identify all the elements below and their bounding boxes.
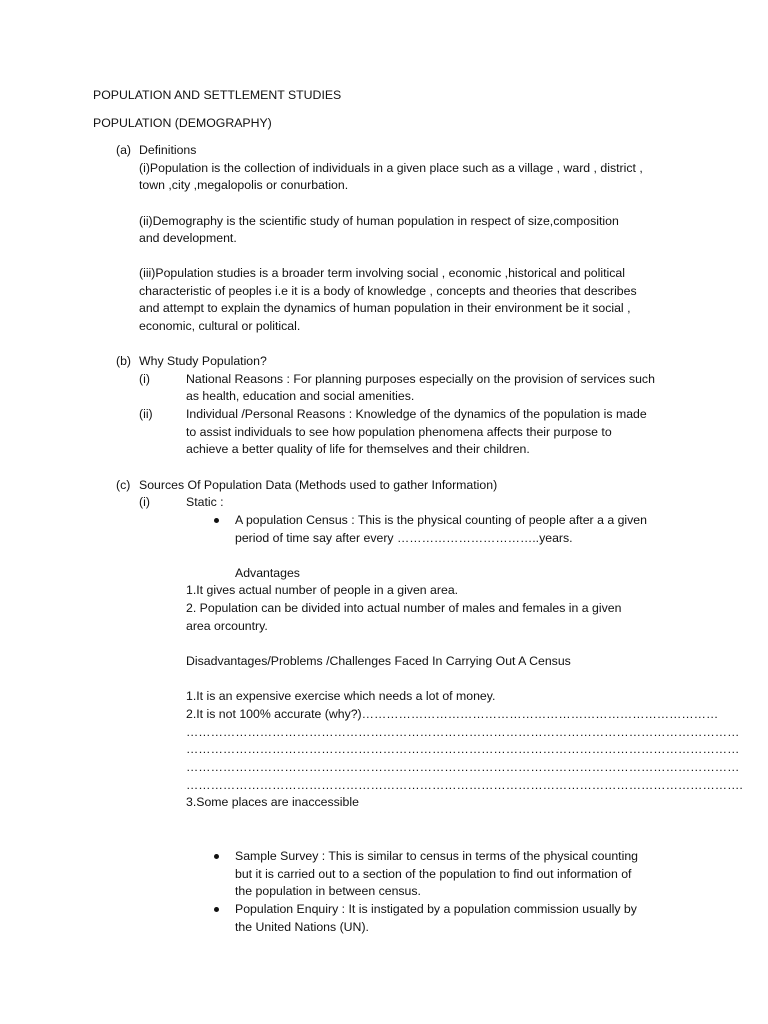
section-b-marker: (b) (116, 354, 132, 368)
reason-i-line-1: National Reasons : For planning purposes especially on the provision of services such (186, 372, 655, 386)
reason-ii-line-1: Individual /Personal Reasons : Knowledge of the dynamics of the population is made (186, 407, 647, 421)
census-bullet (214, 518, 219, 523)
section-title: POPULATION (DEMOGRAPHY) (93, 116, 272, 130)
enquiry-line-1: Population Enquiry : It is instigated by a population commission usually by (235, 902, 637, 916)
census-line-2: period of time say after every ……………………………..years. (235, 531, 573, 545)
enquiry-line-2: the United Nations (UN). (235, 920, 369, 934)
static-marker: (i) (139, 495, 150, 509)
advantages-heading: Advantages (235, 566, 300, 580)
enquiry-bullet (214, 907, 219, 912)
definition-iii-line-1: (iii)Population studies is a broader term involving social , economic ,historical and political (139, 266, 625, 280)
definition-ii-line-2: and development. (139, 231, 237, 245)
definition-i-line-1: (i)Population is the collection of individuals in a given place such as a village , ward , district , (139, 161, 643, 175)
section-a-marker: (a) (116, 143, 132, 157)
section-c-heading: Sources Of Population Data (Methods used to gather Information) (139, 478, 498, 492)
answer-dots-line-4: ………………………………………………………………………………………………………………………. (186, 778, 743, 792)
reason-i-marker: (i) (139, 372, 150, 386)
advantage-1: 1.It gives actual number of people in a given area. (186, 583, 459, 597)
definition-iii-line-3: and attempt to explain the dynamics of human population in their environment be it social , (139, 301, 631, 315)
definition-iii-line-2: characteristic of peoples i.e it is a body of knowledge , concepts and theories that describes (139, 284, 637, 298)
static-label: Static : (186, 495, 224, 509)
section-b-heading: Why Study Population? (139, 354, 267, 368)
advantage-2-line-1: 2. Population can be divided into actual number of males and females in a given (186, 601, 622, 615)
census-line-1: A population Census : This is the physical counting of people after a a given (235, 513, 647, 527)
answer-dots-line-1: ……………………………………………………………………………………………………………………… (186, 725, 740, 739)
survey-line-3: the population in between census. (235, 884, 421, 898)
survey-line-1: Sample Survey : This is similar to census in terms of the physical counting (235, 849, 639, 863)
definition-iii-line-4: economic, cultural or political. (139, 319, 301, 333)
reason-ii-marker: (ii) (139, 407, 153, 421)
answer-dots-line-3: ……………………………………………………………………………………………………………………… (186, 760, 740, 774)
document-title: POPULATION AND SETTLEMENT STUDIES (93, 88, 342, 102)
definition-i-line-2: town ,city ,megalopolis or conurbation. (139, 178, 349, 192)
reason-ii-line-3: achieve a better quality of life for themselves and their children. (186, 442, 530, 456)
section-a-heading: Definitions (139, 143, 197, 157)
definition-ii-line-1: (ii)Demography is the scientific study of human population in respect of size,composition (139, 214, 619, 228)
survey-bullet (214, 854, 219, 859)
disadvantage-1: 1.It is an expensive exercise which needs a lot of money. (186, 689, 496, 703)
disadvantage-2: 2.It is not 100% accurate (why?)…………………………………………………………………………… (186, 707, 719, 721)
advantage-2-line-2: area orcountry. (186, 619, 268, 633)
disadvantages-heading: Disadvantages/Problems /Challenges Faced In Carrying Out A Census (186, 654, 571, 668)
reason-i-line-2: as health, education and social amenities. (186, 389, 415, 403)
section-c-marker: (c) (116, 478, 131, 492)
survey-line-2: but it is carried out to a section of the population to find out information of (235, 867, 632, 881)
disadvantage-3: 3.Some places are inaccessible (186, 795, 359, 809)
reason-ii-line-2: to assist individuals to see how population phenomena affects their purpose to (186, 425, 612, 439)
answer-dots-line-2: ……………………………………………………………………………………………………………………… (186, 742, 740, 756)
